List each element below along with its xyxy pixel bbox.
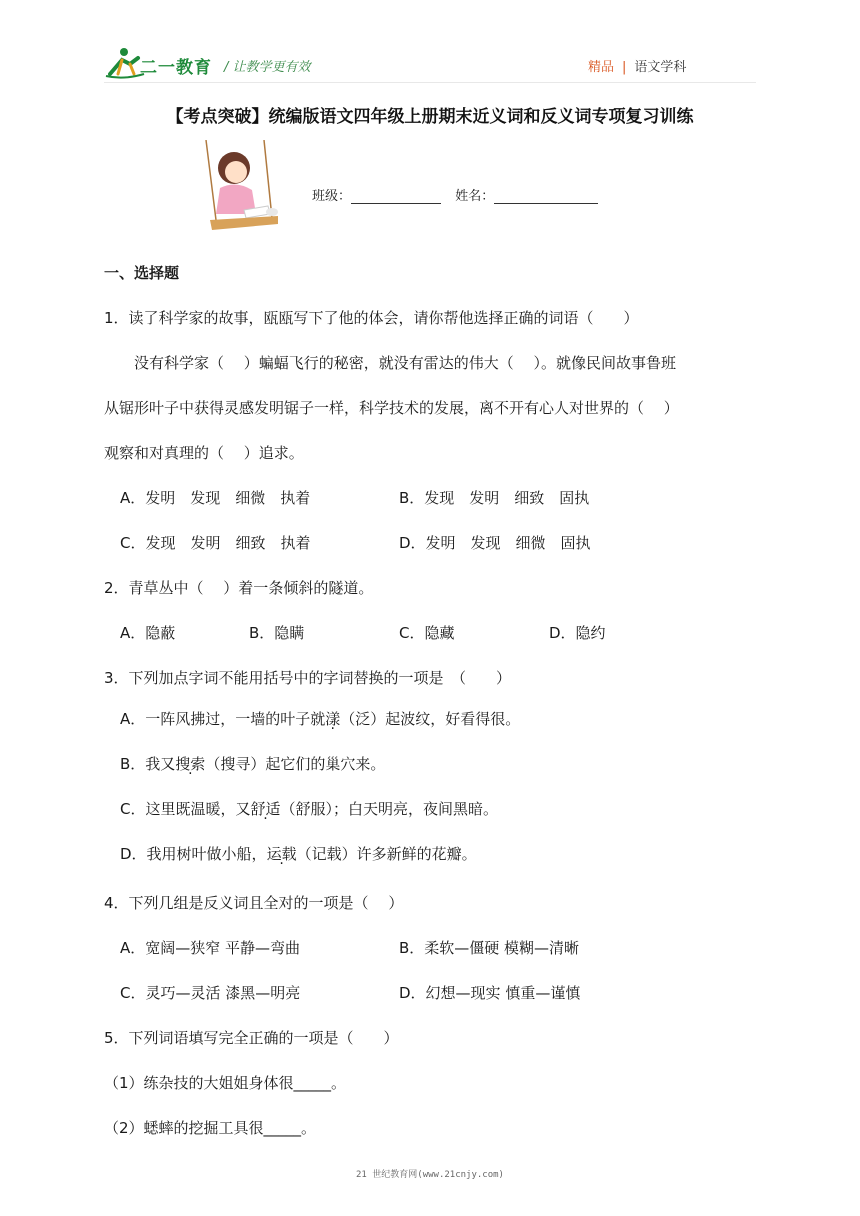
q1-passage-line2: 从锯形叶子中获得灵感发明锯子一样，科学技术的发展，离不开有心人对世界的（ ） (104, 399, 679, 417)
q2-stem: 2．青草丛中（ ）着一条倾斜的隧道。 (104, 579, 374, 597)
q3-stem: 3．下列加点字词不能用括号中的字词替换的一项是 （ ） (104, 669, 512, 687)
q4-stem: 4．下列几组是反义词且全对的一项是（ ） (104, 894, 404, 912)
q3-option-a[interactable] (120, 708, 520, 729)
q3-b-dotted-word: 搜索 (175, 755, 206, 773)
premium-badge: 精品 (588, 60, 615, 75)
q1-passage-line3: 观察和对真理的（ ）追求。 (104, 444, 304, 462)
q3-a-dotted-word: 漾 (325, 710, 341, 728)
q2-option-c[interactable]: C．隐藏 (399, 624, 455, 642)
section-heading: 一、选择题 (104, 264, 180, 282)
q5-stem: 5．下列词语填写完全正确的一项是（ ） (104, 1029, 399, 1047)
q1-option-c[interactable]: C．发现 发明 细致 执着 (120, 534, 311, 552)
class-label: 班级： (312, 189, 352, 204)
q1-option-a[interactable]: A．发明 发现 细微 执着 (120, 489, 311, 507)
q2-option-b[interactable]: B．隐瞒 (249, 624, 305, 642)
q3-a-prefix: A．一阵风拂过，一墙的叶子就 (120, 710, 326, 728)
logo-text: 二一教育 (140, 58, 212, 78)
header-right (588, 56, 686, 75)
q2-option-a[interactable]: A．隐蔽 (120, 624, 176, 642)
q3-b-prefix: B．我又 (120, 755, 176, 773)
name-label: 姓名： (455, 189, 495, 204)
q3-d-prefix: D．我用树叶做小船， (120, 845, 267, 863)
q4-option-c[interactable]: C．灵巧—灵活 漆黑—明亮 (120, 984, 301, 1002)
q2-option-d[interactable]: D．隐约 (549, 624, 606, 642)
q5-sentence-1: （1）练杂技的大姐姐身体很_____。 (104, 1074, 347, 1092)
q3-c-dotted-word: 舒适 (250, 800, 281, 818)
q4-option-d[interactable]: D．幻想—现实 慎重—谨慎 (399, 984, 581, 1002)
girl-on-swing-illustration (186, 140, 286, 240)
class-field[interactable] (351, 189, 441, 204)
name-field[interactable] (494, 189, 598, 204)
q1-stem: 1．读了科学家的故事，瓯瓯写下了他的体会，请你帮他选择正确的词语（ ） (104, 309, 639, 327)
q4-option-a[interactable]: A．宽阔—狭窄 平静—弯曲 (120, 939, 301, 957)
q3-a-suffix: （泛）起波纹，好看得很。 (340, 710, 521, 728)
q3-d-dotted-word: 运载 (266, 845, 297, 863)
q1-option-b[interactable]: B．发现 发明 细致 固执 (399, 489, 590, 507)
subject-label: 语文学科 (634, 60, 687, 75)
header-separator: | (622, 60, 627, 75)
q5-sentence-2: （2）蟋蟀的挖掘工具很_____。 (104, 1119, 317, 1137)
q3-c-suffix: （舒服）；白天明亮，夜间黑暗。 (280, 800, 499, 818)
q3-c-prefix: C．这里既温暖，又 (120, 800, 251, 818)
q4-option-b[interactable]: B．柔软—僵硬 模糊—清晰 (399, 939, 580, 957)
q1-passage-line1: 没有科学家（ ）蝙蝠飞行的秘密，就没有雷达的伟大（ ）。就像民间故事鲁班 (134, 354, 677, 372)
student-info-row (312, 185, 598, 204)
page-title: 【考点突破】统编版语文四年级上册期末近义词和反义词专项复习训练 (166, 107, 694, 127)
slogan: / 让教学更有效 (224, 60, 311, 75)
page-footer: 21 世纪教育网(www.21cnjy.com) (356, 1170, 504, 1180)
q3-option-d[interactable] (120, 843, 477, 864)
q3-b-suffix: （搜寻）起它们的巢穴来。 (205, 755, 386, 773)
q1-option-d[interactable]: D．发明 发现 细微 固执 (399, 534, 591, 552)
q3-option-c[interactable] (120, 798, 498, 819)
header-divider (104, 82, 756, 83)
q3-option-b[interactable] (120, 753, 385, 774)
q3-d-suffix: （记载）许多新鲜的花瓣。 (296, 845, 477, 863)
